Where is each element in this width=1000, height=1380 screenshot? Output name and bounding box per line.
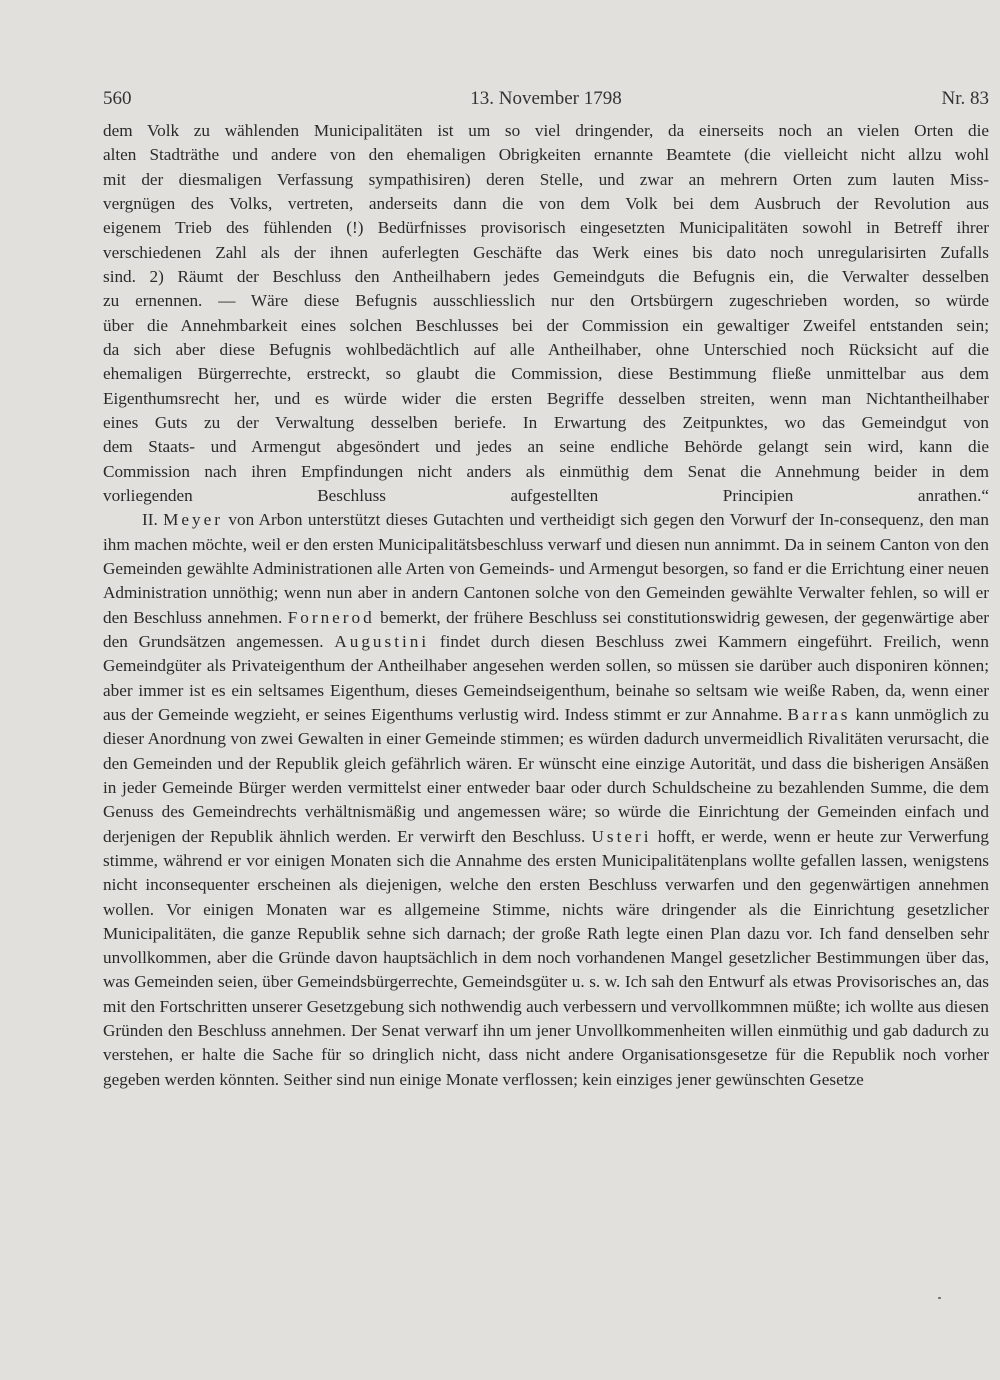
speech-text: findet durch diesen Beschluss zwei Kammern eingeführt. Freilich, wenn Gemeindgüter als Privateigenthum der Antheilhaber angesehen werden sollen, so müssen sie darüber auch disponiren können; aber immer ist es ein seltsames Eigenthum, dieses Gemeindseigenthum, beinahe so seltsam wie weiße Raben, da, wenn einer aus der Gemeinde wegzieht, er seines Eigenthums verlustig wird. Indess stimmt er zur Annahme. xyxy=(103,631,989,724)
section-numeral: II. xyxy=(142,510,164,530)
text-line: dem Staats- und Armengut abgesöndert und jedes an seine endliche Behörde gelangt sein wird, kann die xyxy=(103,437,989,457)
speaker-name: Meyer xyxy=(163,510,223,530)
speech-text: hofft, er werde, wenn er heute zur Verwerfung stimme, während er vor einigen Monaten sich die Annahme des ersten Municipalitätenplans wollte gefallen lassen, wenigstens nicht inconsequenter erscheinen als diejenigen, welche den ersten Beschluss verwarfen und den gegenwärtigen annehmen wollen. Vor einigen Monaten war es allgemeine Stimme, nichts wäre dringender als die Einrichtung gesetzlicher Municipalitäten, die ganze Republik sehne sich darnach; der große Rath legte einen Plan dazu vor. Ich fand denselben sehr unvollkommen, aber die Gründe davon hauptsächlich in dem noch vorhandenen Mangel gesetzlicher Bestimmungen über das, was Gemeinden seien, über Gemeindsbürgerrechte, Gemeindsgüter u. s. w. Ich sah den Entwurf als etwas Provisorisches an, das mit den Fortschritten unserer Gesetzgebung sich nothwendig auch verbessern und vervollkommnen müßte; ich wollte aus diesen Gründen den Beschluss annehmen. Der Senat verwarf ihn um jener Unvollkommenheiten willen einmüthig und gab dadurch zu verstehen, er halte die Sache für so dringlich nicht, dass nicht andere Organisationsgesetze für die Republik noch vorher gegeben werden könnten. Seither sind nun einige Monate verflossen; kein einziges jener gewünschten Gesetze xyxy=(103,826,989,1089)
entry-number: Nr. 83 xyxy=(941,88,989,109)
speech-text: kann unmöglich zu dieser Anordnung von zwei Gewalten in einer Gemeinde stimmen; es würden dadurch unvermeidlich Rivalitäten verursacht, die den Gemeinden und der Republik gleich gefährlich wären. Er wünscht eine einzige Autorität, und dass die bisherigen Ansäßen in jeder Gemeinde Bürger werden vermittelst einer entweder baar oder durch Schuldscheine zu bezahlenden Summe, die dem Genuss des Gemeindrechts verhältnismäßig und angemessen wäre; so würde die Einrichtung der Gemeinden einfach und derjenigen der Republik ähnlich werden. Er verwirft den Beschluss. xyxy=(103,704,990,846)
page-number: 560 xyxy=(103,88,132,109)
speech-text: bemerkt, der frühere Beschluss sei constitutionswidrig gewesen, der gegenwärtige aber den Grundsätzen angemessen. xyxy=(103,607,989,651)
text-line: über die Annehmbarkeit eines solchen Beschlusses bei der Commission ein gewaltiger Zweifel entstanden sein; xyxy=(103,315,989,335)
speech-text: von Arbon unterstützt dieses Gutachten und vertheidigt sich gegen den Vorwurf der In-consequenz, den man ihm machen möchte, weil er den ersten Municipalitätsbeschluss verwarf und diesen nun annimmt. Da in seinem Canton von den Gemeinden gewählte Administrationen alle Arten von Gemeinds- und Armengut besorgen, so fand er die Errichtung einer neuen Administration unnöthig; wenn nun aber in andern Cantonen solche von den Gemeinden gewählte Verwalter fehlen, so will er den Beschluss annehmen. xyxy=(103,510,990,627)
text-line: eigenem Trieb des fühlenden (!) Bedürfnisses provisorisch eingesetzten Municipalitäten sowohl in Betreff ihrer xyxy=(103,218,989,238)
paper-speck xyxy=(938,1297,941,1299)
text-line: sind. 2) Räumt der Beschluss den Antheilhabern jedes Gemeindguts die Befugnis ein, die Verwalter desselben xyxy=(103,266,989,286)
commission-report-paragraph xyxy=(103,119,989,508)
text-line: eines Guts zu der Verwaltung desselben beriefe. In Erwartung des Zeitpunktes, wo das Gemeindgut von xyxy=(103,412,989,432)
text-line: vorliegenden Beschluss aufgestellten Principien anrathen.“ xyxy=(103,485,989,505)
text-line: da sich aber diese Befugnis wohlbedächtlich auf alle Antheilhaber, ohne Unterschied noch Rücksicht auf die xyxy=(103,339,989,359)
text-line: Eigenthumsrecht her, und es würde wider die ersten Begriffe desselben streiten, wenn man Nichtantheilhaber xyxy=(103,388,989,408)
text-line: dem Volk zu wählenden Municipalitäten ist um so viel dringender, da einerseits noch an vielen Orten die xyxy=(103,121,989,140)
text-line: ehemaligen Bürgerrechte, erstreckt, so glaubt die Commission, diese Bestimmung fließe unmittelbar aus dem xyxy=(103,364,989,384)
speaker-name: Usteri xyxy=(591,826,652,846)
speaker-name: Barras xyxy=(787,704,851,724)
text-line: Commission nach ihren Empfindungen nicht anders als einmüthig dem Senat die Annehmung beider in dem xyxy=(103,461,989,481)
body-text xyxy=(103,119,989,1092)
speaker-name: Augustini xyxy=(334,631,430,651)
debate-paragraph xyxy=(103,508,989,1092)
text-line: mit der diesmaligen Verfassung sympathisiren) deren Stelle, und zwar an mehrern Orten zum lauten Miss- xyxy=(103,169,989,189)
running-header xyxy=(103,88,989,114)
text-line: zu ernennen. — Wäre diese Befugnis ausschliesslich nur den Ortsbürgern zugeschrieben worden, so würde xyxy=(103,291,989,311)
text-line: vergnügen des Volks, vertreten, anderseits dann die von dem Volk bei dem Ausbruch der Revolution aus xyxy=(103,193,989,213)
header-date: 13. November 1798 xyxy=(470,88,622,109)
text-line: alten Stadträthe und andere von den ehemaligen Obrigkeiten ernannte Beamtete (die vielleicht nicht allzu wohl xyxy=(103,145,989,165)
text-line: verschiedenen Zahl als der ihnen auferlegten Geschäfte das Werk eines bis dato noch unregularisirten Zufalls xyxy=(103,242,989,262)
speaker-name: Fornerod xyxy=(287,607,375,627)
